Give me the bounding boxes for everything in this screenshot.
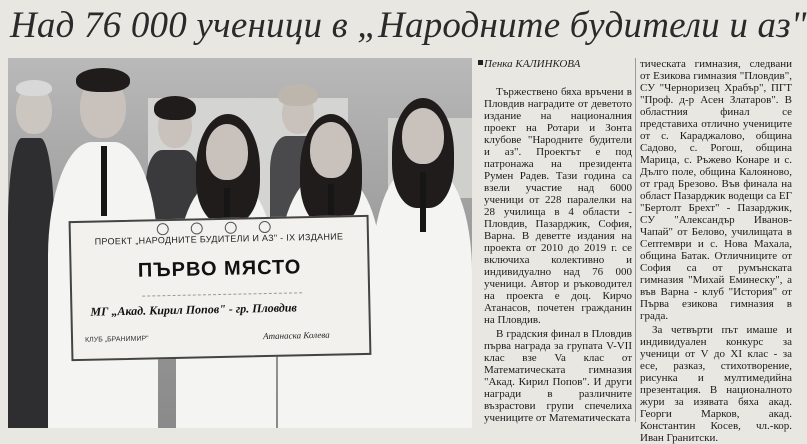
paragraph: За четвърти път имаше и индивидуален конкурс за ученици от V до XI клас - за есе, разказ, стихотворение, рисунка и мултимедийна презентация. В националното жури за изявата бяха акад. Георги Марков, акад. Константин Косев, чл.-кор. Иван Гранитски. <box>640 324 792 444</box>
column-divider <box>635 58 636 422</box>
paragraph: тическата гимназия, следвани от Езикова гимназия "Пловдив", СУ "Черноризец Храбър", ПГТ "Проф. д-р Асен Златаров". В областния финал се представиха отлично учениците от с. Караджалово, община Садово, с. Рогош, община Марица, с. Ръжево Конаре и с. Дълго поле, община Калояново, от град Брезово. Във финала на област Пазарджик водещи са ЕГ "Бертолт Брехт" - Пазарджик, СУ "Александър Иванов-Чапай" от Белово, училищата в Септември и с. Нова Махала, община Батак. Отличниците от София са от румънската гимназия "Михай Еминеску", а във Варна - клуб "История" от Първа езикова гимназия в града. <box>640 58 792 322</box>
cheque-club: КЛУБ „БРАНИМИР" <box>84 335 149 344</box>
cheque-signature: Атанаска Колева <box>262 329 330 342</box>
cheque-small-print <box>142 282 302 296</box>
emblem-icon <box>259 221 271 233</box>
award-photo <box>8 58 472 428</box>
byline-square-icon <box>478 60 483 65</box>
byline: Пенка КАЛИНКОВА <box>484 58 581 70</box>
paragraph: Тържествено бяха връчени в Пловдив наградите от деветото издание на националния проект на Ротари и Зонта клубове "Народните будители и аз". Проектът е под патронажа на президента Румен Радев. Тази година са взели участие над 6000 ученици от 228 паралелки на 28 училища в 4 области - Пловдив, Пазарджик, София, Варна. В деветте издания на проекта от 2010 до 2019 г. се включиха колективно и индивидуално над 76 000 ученици. Автор и ръководител на проекта е доц. Кирчо Атанасов, почетен гражданин на Пловдив. <box>484 86 632 326</box>
emblem-icon <box>157 223 169 235</box>
cheque-place: ПЪРВО МЯСТО <box>137 256 302 282</box>
article-column-b <box>640 58 792 444</box>
cheque-school: МГ „Акад. Кирил Попов" - гр. Пловдив <box>90 300 297 319</box>
emblem-icon <box>191 222 203 234</box>
article-column-a <box>484 86 632 428</box>
paragraph: В градския финал в Пловдив първа награда за групата V-VII клас взе Va клас от Математическата гимназия "Акад. Кирил Попов". И други награди в различните възрастови групи спечелиха учениците от Математическата <box>484 328 632 424</box>
award-cheque <box>69 215 372 361</box>
emblem-icon <box>225 222 237 234</box>
headline: Над 76 000 ученици в „Народните будители и аз" <box>10 5 807 46</box>
cheque-project-line: ПРОЕКТ „НАРОДНИТЕ БУДИТЕЛИ И АЗ" - IX ИЗДАНИЕ <box>94 231 344 247</box>
